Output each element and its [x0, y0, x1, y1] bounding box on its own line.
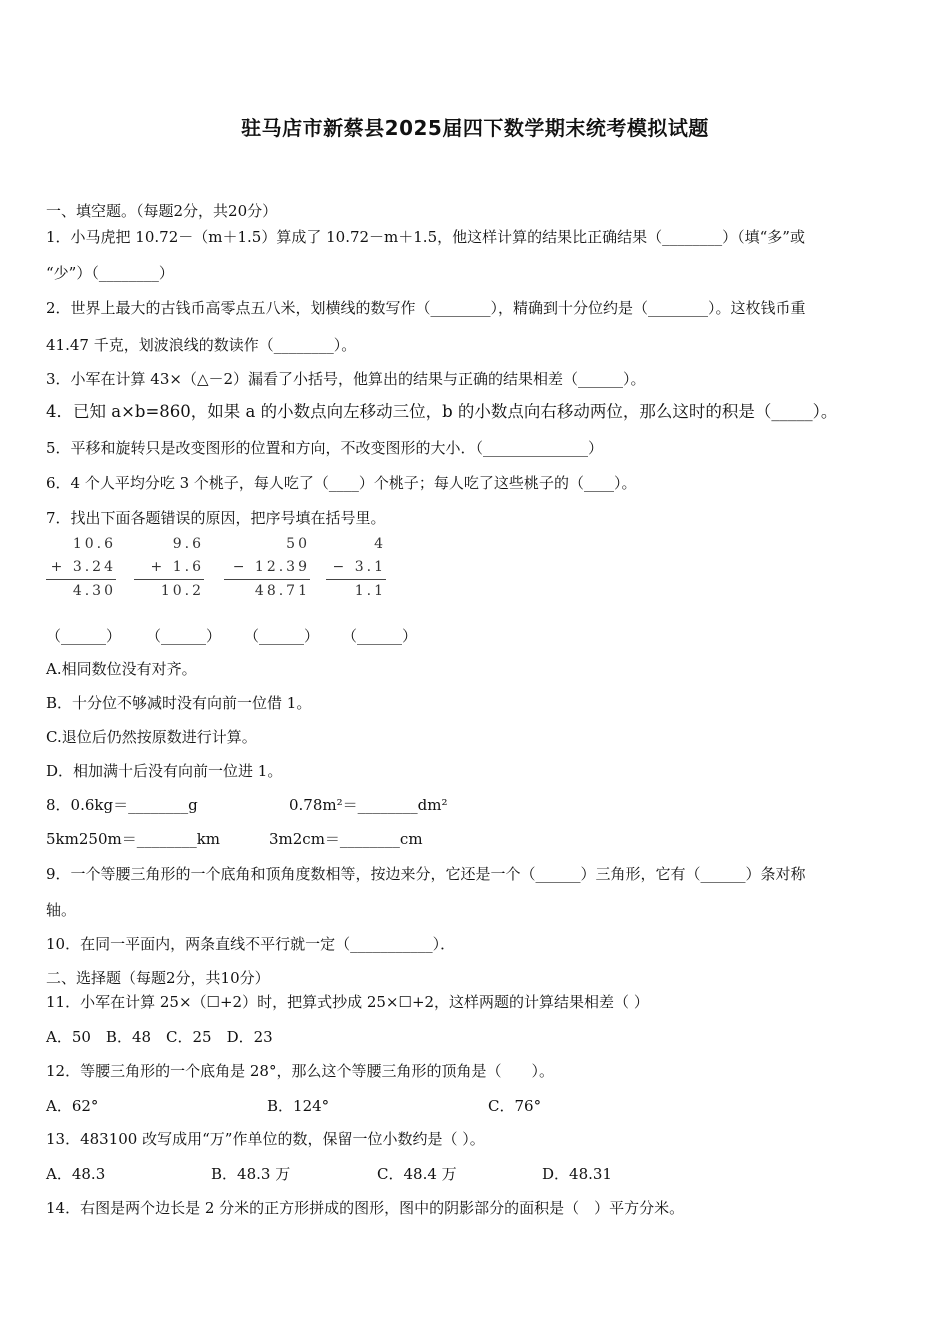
q7-problem-1-operand: + 3.24 — [50, 559, 116, 575]
q8-part-a: 8．0.6kg＝________g — [46, 796, 198, 814]
q7-problem-1 — [46, 533, 116, 603]
q10: 10．在同一平面内，两条直线不平行就一定（___________）． — [46, 935, 456, 953]
q12-stem: 12．等腰三角形的一个底角是 28°，那么这个等腰三角形的顶角是（ ）。 — [46, 1062, 554, 1080]
q7-option-b: B．十分位不够减时没有向前一位借 1。 — [46, 694, 312, 712]
q11-stem: 11．小军在计算 25×（☐+2）时，把算式抄成 25×☐+2，这样两题的计算结果相差（ ） — [46, 993, 649, 1011]
q7-problem-3 — [224, 533, 310, 603]
section-2-heading: 二、选择题（每题2分，共10分） — [46, 969, 270, 987]
q7-problem-4-top: 4 — [374, 536, 386, 552]
q13-option-a: A．48.3 — [46, 1165, 106, 1183]
q9-line-1: 9．一个等腰三角形的一个底角和顶角度数相等，按边来分，它还是一个（______）三角形，它有（______）条对称 — [46, 865, 806, 883]
q2-line-1: 2．世界上最大的古钱币高零点五八米，划横线的数写作（________），精确到十分位约是（________）。这枚钱币重 — [46, 299, 806, 317]
q7-problem-4 — [326, 533, 386, 603]
q7-problem-2-top: 9.6 — [172, 536, 204, 552]
page-title: 驻马店市新蔡县2025届四下数学期末统考模拟试题 — [241, 116, 709, 140]
q14-stem: 14．右图是两个边长是 2 分米的正方形拼成的图形，图中的阴影部分的面积是（ ）平方分米。 — [46, 1199, 685, 1217]
q13-option-c: C．48.4 万 — [377, 1165, 457, 1183]
q7-problem-3-top: 50 — [286, 536, 310, 552]
q8-part-d: 3m2cm＝________cm — [269, 830, 423, 848]
q6: 6．4 个人平均分吃 3 个桃子，每人吃了（____）个桃子；每人吃了这些桃子的（____）。 — [46, 474, 637, 492]
q1-line-1: 1．小马虎把 10.72－（m＋1.5）算成了 10.72－m＋1.5，他这样计算的结果比正确结果（________）（填“多”或 — [46, 228, 805, 246]
q7-problem-3-result: 48.71 — [224, 579, 310, 603]
section-1-heading: 一、填空题。（每题2分，共20分） — [46, 202, 278, 220]
q7-problem-2-result: 10.2 — [134, 579, 204, 603]
q11-options: A．50 B．48 C．25 D．23 — [46, 1028, 273, 1046]
q7-problem-2 — [134, 533, 204, 603]
q7-answer-blank-4: （______） — [342, 627, 418, 645]
q7-answer-blank-3: （______） — [244, 627, 320, 645]
q13-stem: 13．483100 改写成用“万”作单位的数，保留一位小数约是（ ）。 — [46, 1130, 485, 1148]
q3: 3．小军在计算 43×（△－2）漏看了小括号，他算出的结果与正确的结果相差（______）。 — [46, 370, 646, 388]
q4: 4．已知 a×b=860，如果 a 的小数点向左移动三位，b 的小数点向右移动两位，那么这时的积是（_____）。 — [46, 402, 838, 421]
q7-option-d: D．相加满十后没有向前一位进 1。 — [46, 762, 283, 780]
q2-line-2: 41.47 千克，划波浪线的数读作（________）。 — [46, 336, 357, 354]
q7-problem-3-operand: − 12.39 — [232, 559, 310, 575]
q8-part-c: 5km250m＝________km — [46, 830, 221, 848]
q7-answer-blank-2: （______） — [146, 627, 222, 645]
q7-problem-2-operand: + 1.6 — [150, 559, 204, 575]
q5: 5．平移和旋转只是改变图形的位置和方向，不改变图形的大小．（______________） — [46, 439, 604, 457]
q7-problem-1-top: 10.6 — [72, 536, 116, 552]
q13-option-d: D．48.31 — [542, 1165, 612, 1183]
q8-part-b: 0.78m²＝________dm² — [289, 796, 448, 814]
q7-option-a: A.相同数位没有对齐。 — [46, 660, 197, 678]
q12-option-a: A．62° — [46, 1097, 99, 1115]
q12-option-c: C．76° — [488, 1097, 542, 1115]
q7-stem: 7．找出下面各题错误的原因，把序号填在括号里。 — [46, 509, 386, 527]
q7-answer-blank-1: （______） — [46, 627, 122, 645]
q9-line-2: 轴。 — [46, 901, 77, 919]
q12-option-b: B．124° — [267, 1097, 330, 1115]
q7-problem-1-result: 4.30 — [46, 579, 116, 603]
q7-problem-4-result: 1.1 — [326, 579, 386, 603]
q13-option-b: B．48.3 万 — [211, 1165, 291, 1183]
q7-option-c: C.退位后仍然按原数进行计算。 — [46, 728, 257, 746]
q1-line-2: “少”）（________） — [46, 264, 174, 282]
q7-problem-4-operand: − 3.1 — [332, 559, 386, 575]
